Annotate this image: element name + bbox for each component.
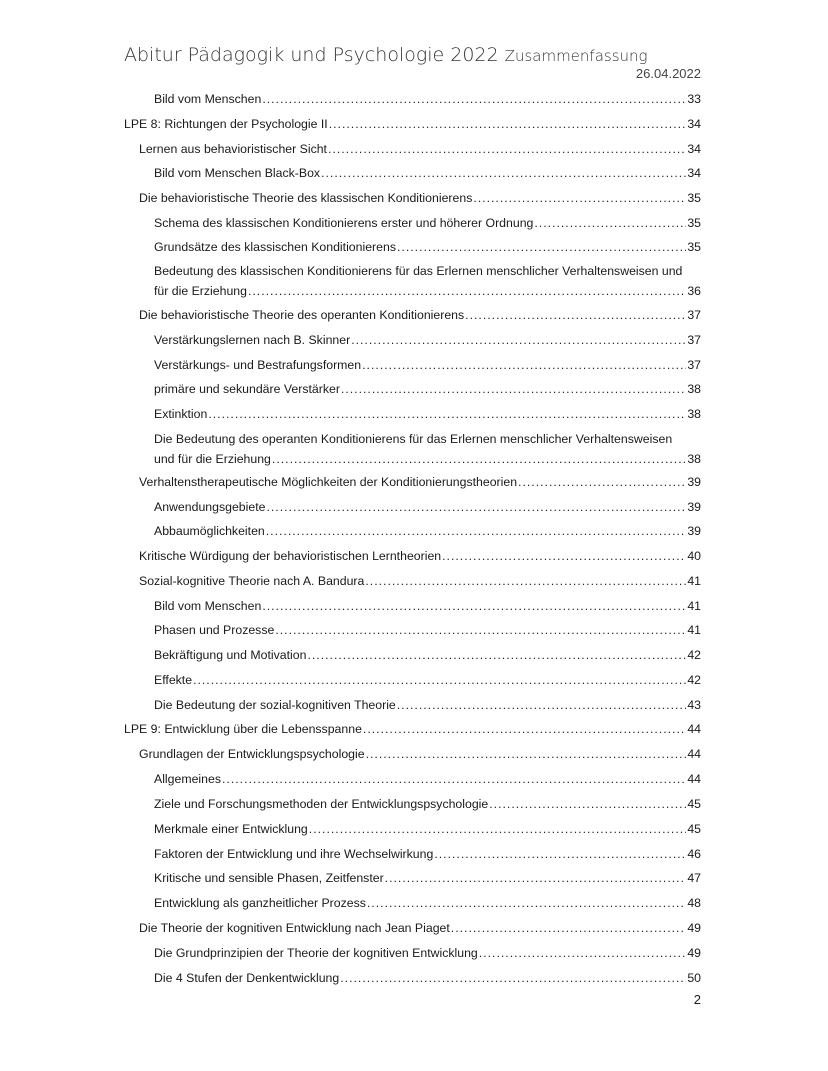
toc-entry-multiline[interactable] — [154, 261, 701, 301]
toc-leader-dots — [272, 449, 686, 469]
toc-entry[interactable] — [154, 870, 701, 886]
toc-leader-dots — [193, 672, 686, 688]
toc-leader-dots — [248, 281, 686, 301]
toc-entry-label: Die behavioristische Theorie des klassischen Konditionierens — [139, 191, 473, 205]
toc-leader-dots — [479, 945, 687, 961]
toc-entry-page: 40 — [687, 549, 701, 563]
toc-leader-dots — [341, 381, 686, 397]
toc-entry-label: Die Theorie der kognitiven Entwicklung nach Jean Piaget — [139, 921, 450, 935]
header-title — [124, 44, 648, 66]
toc-entry[interactable] — [154, 523, 701, 539]
toc-entry-label: Phasen und Prozesse — [154, 623, 275, 637]
toc-entry[interactable] — [124, 721, 701, 737]
toc-entry-label: Kritische Würdigung der behavioristischen Lerntheorien — [139, 549, 442, 563]
toc-leader-dots — [385, 870, 687, 886]
toc-entry[interactable] — [139, 548, 701, 564]
toc-entry[interactable] — [154, 697, 701, 713]
toc-entry-label: Die behavioristische Theorie des operanten Konditionierens — [139, 308, 465, 322]
toc-entry-label: Faktoren der Entwicklung und ihre Wechselwirkung — [154, 847, 434, 861]
toc-entry-page: 37 — [687, 308, 701, 322]
toc-entry-label: Effekte — [154, 673, 193, 687]
toc-entry[interactable] — [139, 141, 701, 157]
toc-entry-label: Bild vom Menschen Black-Box — [154, 166, 321, 180]
toc-leader-dots — [351, 332, 686, 348]
toc-entry[interactable] — [124, 116, 701, 132]
toc-entry-label: LPE 8: Richtungen der Psychologie II — [124, 117, 328, 131]
toc-entry-label: Sozial-kognitive Theorie nach A. Bandura — [139, 574, 365, 588]
toc-leader-dots — [262, 91, 686, 107]
toc-entry-label: Bild vom Menschen — [154, 599, 262, 613]
toc-entry[interactable] — [139, 190, 701, 206]
toc-entry-page: 37 — [687, 333, 701, 347]
toc-leader-dots — [266, 499, 686, 515]
toc-entry-multiline[interactable] — [154, 429, 701, 469]
page-number: 2 — [693, 992, 701, 1007]
toc-entry[interactable] — [154, 357, 701, 373]
toc-leader-dots — [366, 746, 687, 762]
toc-entry-label: Verstärkungs- und Bestrafungsformen — [154, 358, 362, 372]
toc-entry-page: 42 — [687, 673, 701, 687]
toc-entry-label: Verhaltenstherapeutische Möglichkeiten der Konditionierungstheorien — [139, 475, 518, 489]
toc-entry-page: 34 — [687, 117, 701, 131]
toc-entry-page: 34 — [687, 142, 701, 156]
toc-entry[interactable] — [154, 771, 701, 787]
toc-entry-page: 50 — [687, 971, 701, 985]
toc-leader-dots — [367, 895, 686, 911]
toc-leader-dots — [340, 970, 686, 986]
toc-leader-dots — [362, 357, 686, 373]
toc-leader-dots — [365, 573, 686, 589]
toc-entry[interactable] — [154, 622, 701, 638]
toc-entry-label: Anwendungsgebiete — [154, 500, 266, 514]
toc-entry-label: Die 4 Stufen der Denkentwicklung — [154, 971, 340, 985]
toc-entry-label: Bekräftigung und Motivation — [154, 648, 307, 662]
toc-leader-dots — [518, 474, 686, 490]
toc-entry-page: 44 — [687, 747, 701, 761]
toc-entry[interactable] — [139, 573, 701, 589]
toc-entry-page: 41 — [687, 599, 701, 613]
toc-entry-page: 45 — [687, 797, 701, 811]
toc-leader-dots — [397, 239, 686, 255]
header-date: 26.04.2022 — [635, 66, 701, 81]
toc-entry-page: 44 — [687, 722, 701, 736]
toc-entry[interactable] — [154, 945, 701, 961]
toc-entry-page: 35 — [687, 216, 701, 230]
toc-entry-page: 43 — [687, 698, 701, 712]
toc-entry-page: 45 — [687, 822, 701, 836]
toc-entry[interactable] — [154, 381, 701, 397]
toc-entry-label: Grundlagen der Entwicklungspsychologie — [139, 747, 365, 761]
toc-entry-page: 41 — [687, 623, 701, 637]
toc-entry-page: 38 — [687, 407, 701, 421]
toc-leader-dots — [534, 215, 686, 231]
toc-entry-page: 36 — [687, 284, 701, 298]
toc-leader-dots — [473, 190, 686, 206]
toc-entry-page: 41 — [687, 574, 701, 588]
toc-entry[interactable] — [154, 895, 701, 911]
toc-entry[interactable] — [154, 647, 701, 663]
toc-entry-page: 39 — [687, 475, 701, 489]
toc-entry-label: Merkmale einer Entwicklung — [154, 822, 308, 836]
header-title-sub: Zusammenfassung — [504, 47, 648, 65]
toc-entry-page: 42 — [687, 648, 701, 662]
toc-entry-page: 48 — [687, 896, 701, 910]
toc-leader-dots — [434, 846, 686, 862]
toc-entry-label: Die Bedeutung der sozial-kognitiven Theorie — [154, 698, 396, 712]
toc-entry[interactable] — [139, 746, 701, 762]
toc-leader-dots — [307, 647, 686, 663]
toc-entry[interactable] — [154, 970, 701, 986]
toc-entry-page: 37 — [687, 358, 701, 372]
toc-entry-label: Kritische und sensible Phasen, Zeitfenster — [154, 871, 384, 885]
toc-entry-page: 49 — [687, 946, 701, 960]
toc-leader-dots — [329, 116, 687, 132]
toc-entry[interactable] — [139, 474, 701, 490]
toc-entry-page: 47 — [687, 871, 701, 885]
toc-leader-dots — [275, 622, 686, 638]
toc-entry-label: Extinktion — [154, 407, 208, 421]
toc-entry-label: Bild vom Menschen — [154, 92, 262, 106]
toc-entry-label: Verstärkungslernen nach B. Skinner — [154, 333, 351, 347]
toc-entry-label: Die Bedeutung des operanten Konditionierens für das Erlernen menschlicher Verhaltensweisen — [154, 432, 673, 446]
toc-entry-page: 39 — [687, 500, 701, 514]
toc-entry[interactable] — [154, 846, 701, 862]
toc-entry-label: Die Grundprinzipien der Theorie der kognitiven Entwicklung — [154, 946, 478, 960]
toc-entry-page: 49 — [687, 921, 701, 935]
toc-entry-label: Allgemeines — [154, 772, 221, 786]
toc-entry[interactable] — [154, 165, 701, 181]
header-title-main: Abitur Pädagogik und Psychologie 2022 — [124, 44, 499, 66]
toc-leader-dots — [309, 821, 687, 837]
toc-leader-dots — [262, 598, 686, 614]
toc-entry-page: 46 — [687, 847, 701, 861]
toc-leader-dots — [266, 523, 687, 539]
toc-entry-page: 35 — [687, 191, 701, 205]
toc-leader-dots — [465, 307, 686, 323]
toc-entry[interactable] — [154, 215, 701, 231]
toc-leader-dots — [397, 697, 687, 713]
toc-entry-label: Bedeutung des klassischen Konditionierens für das Erlernen menschlicher Verhaltensweisen und — [154, 264, 683, 278]
toc-entry-label: Schema des klassischen Konditionierens erster und höherer Ordnung — [154, 216, 534, 230]
toc-entry[interactable] — [154, 672, 701, 688]
toc-entry[interactable] — [154, 499, 701, 515]
toc-leader-dots — [451, 920, 687, 936]
toc-leader-dots — [321, 165, 686, 181]
toc-entry-page: 39 — [687, 524, 701, 538]
toc-leader-dots — [222, 771, 686, 787]
toc-entry-label: primäre und sekundäre Verstärker — [154, 382, 340, 396]
toc-entry[interactable] — [154, 821, 701, 837]
toc-entry-label-continued: und für die Erziehung — [154, 452, 271, 466]
toc-leader-dots — [208, 406, 686, 422]
toc-entry-label: Grundsätze des klassischen Konditionierens — [154, 240, 396, 254]
toc-leader-dots — [328, 141, 686, 157]
toc-entry-page: 35 — [687, 240, 701, 254]
toc-leader-dots — [442, 548, 686, 564]
toc-leader-dots — [489, 796, 686, 812]
toc-entry-label-continued: für die Erziehung — [154, 284, 247, 298]
toc-entry[interactable] — [154, 598, 701, 614]
toc-entry[interactable] — [154, 239, 701, 255]
toc-entry-page: 38 — [687, 452, 701, 466]
toc-leader-dots — [363, 721, 686, 737]
toc-entry-label: Abbaumöglichkeiten — [154, 524, 265, 538]
toc-entry-page: 33 — [687, 92, 701, 106]
toc-entry-label: Entwicklung als ganzheitlicher Prozess — [154, 896, 366, 910]
toc-entry[interactable] — [139, 307, 701, 323]
toc-entry[interactable] — [154, 332, 701, 348]
toc-entry[interactable] — [154, 796, 701, 812]
toc-entry-label: Ziele und Forschungsmethoden der Entwicklungspsychologie — [154, 797, 489, 811]
toc-entry-page: 34 — [687, 166, 701, 180]
toc-entry-label: Lernen aus behavioristischer Sicht — [139, 142, 327, 156]
toc-entry-page: 38 — [687, 382, 701, 396]
toc-entry[interactable] — [154, 406, 701, 422]
toc-entry[interactable] — [154, 91, 701, 107]
toc-entry-label: LPE 9: Entwicklung über die Lebensspanne — [124, 722, 362, 736]
toc-entry[interactable] — [139, 920, 701, 936]
toc-entry-page: 44 — [687, 772, 701, 786]
